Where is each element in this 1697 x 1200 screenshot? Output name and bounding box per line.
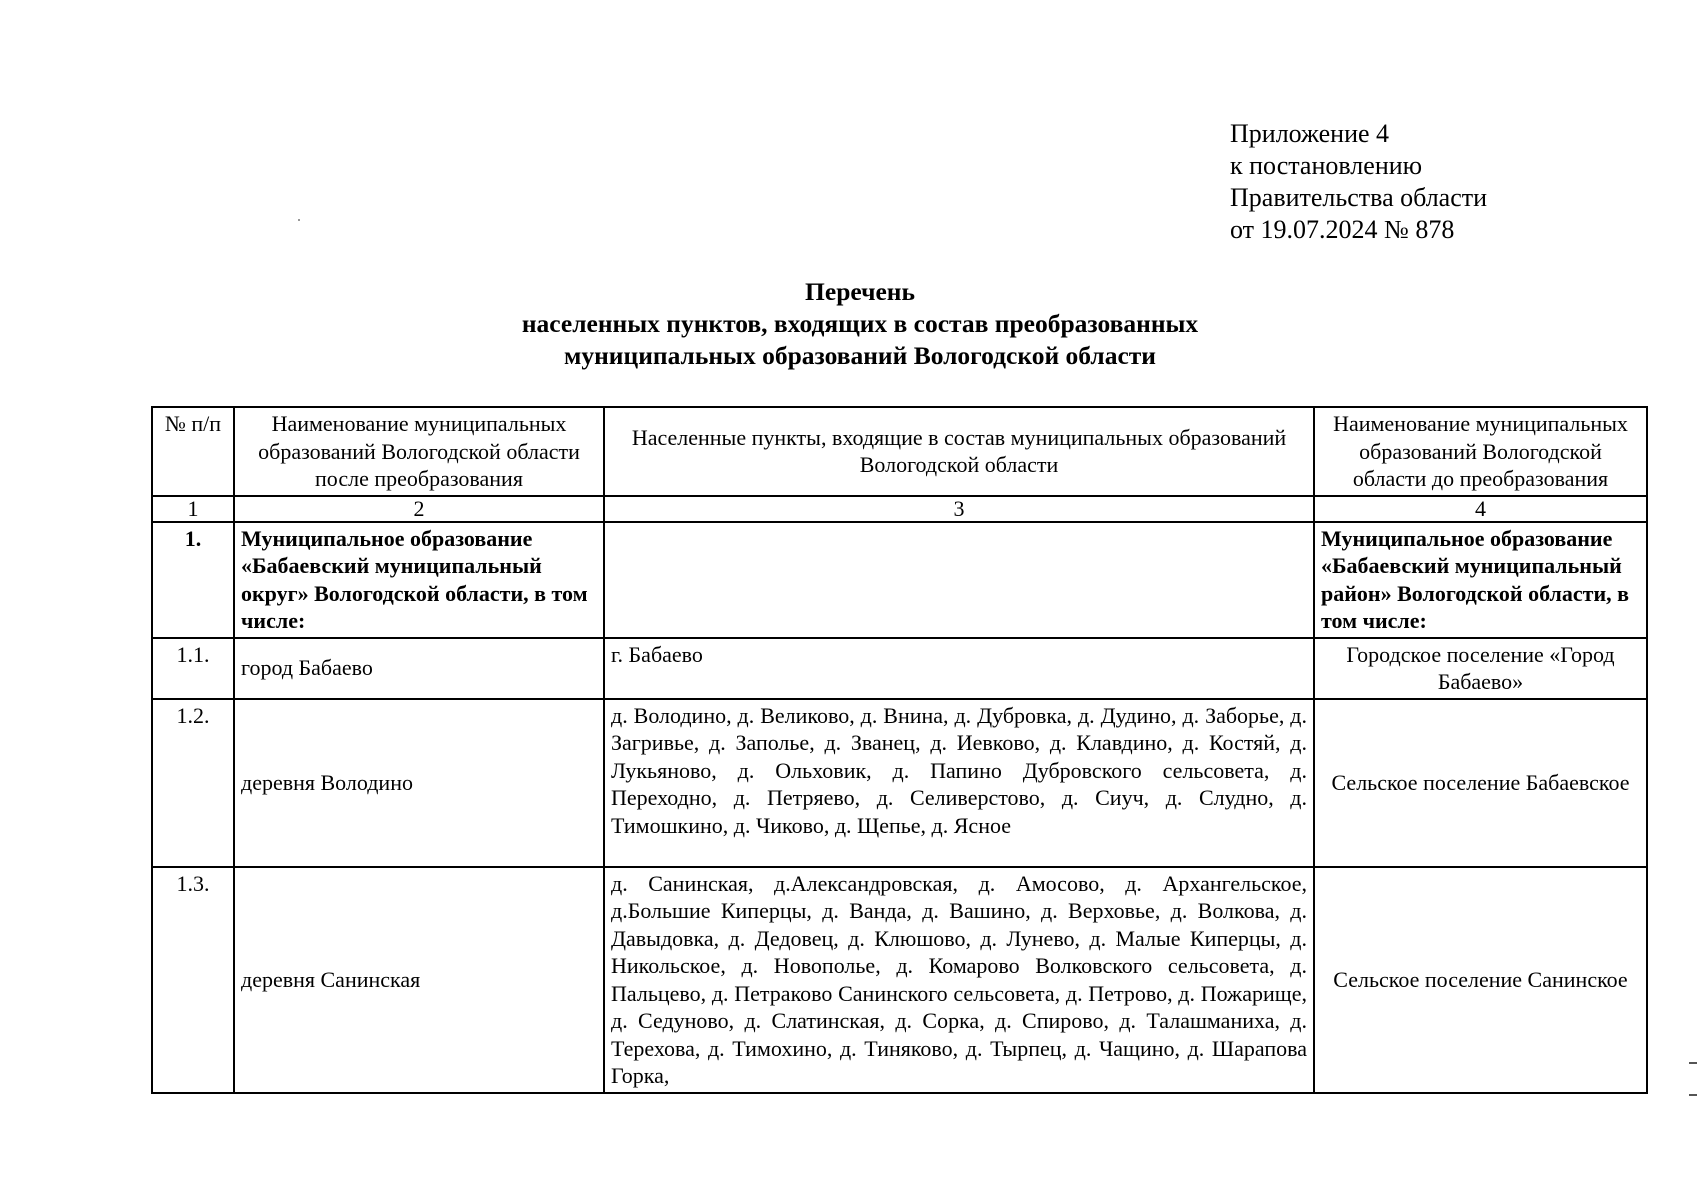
row-number: 1.: [152, 522, 234, 638]
document-title: [360, 276, 1360, 372]
row-after: Муниципальное образование «Бабаевский муниципальный округ» Вологодской области, в том числе:: [234, 522, 604, 638]
header-settlements: Населенные пункты, входящие в состав муниципальных образований Вологодской области: [604, 407, 1314, 496]
table-row: [152, 522, 1647, 638]
row-after: город Бабаево: [234, 638, 604, 699]
row-before: Муниципальное образование «Бабаевский муниципальный район» Вологодской области, в том числе:: [1314, 522, 1647, 638]
appendix-line: от 19.07.2024 № 878: [1230, 215, 1455, 244]
column-number: 3: [604, 496, 1314, 522]
header-after: Наименование муниципальных образований Вологодской области после преобразования: [234, 407, 604, 496]
column-number: 4: [1314, 496, 1647, 522]
header-number: № п/п: [152, 407, 234, 496]
column-number: 1: [152, 496, 234, 522]
row-after: деревня Володино: [234, 699, 604, 867]
appendix-line: к постановлению: [1230, 151, 1423, 180]
title-line: Перечень: [805, 277, 915, 306]
header-before: Наименование муниципальных образований Вологодской области до преобразования: [1314, 407, 1647, 496]
appendix-line: Приложение 4: [1230, 119, 1390, 148]
table-row: [152, 638, 1647, 699]
column-number: 2: [234, 496, 604, 522]
row-settlements: [604, 522, 1314, 638]
title-line: населенных пунктов, входящих в состав преобразованных: [521, 309, 1199, 338]
settlements-table: [151, 406, 1648, 1094]
row-number: 1.1.: [152, 638, 234, 699]
title-line: муниципальных образований Вологодской области: [564, 341, 1156, 370]
row-after: деревня Санинская: [234, 867, 604, 1093]
table-column-numbers-row: [152, 496, 1647, 522]
scan-speck: [298, 219, 300, 221]
row-before: Городское поселение «Город Бабаево»: [1314, 638, 1647, 699]
table-row: [152, 867, 1647, 1093]
row-before: Сельское поселение Бабаевское: [1314, 699, 1647, 867]
scan-edge-marks: [1689, 1062, 1697, 1096]
table-row: [152, 699, 1647, 867]
row-number: 1.3.: [152, 867, 234, 1093]
row-settlements: д. Володино, д. Великово, д. Внина, д. Дубровка, д. Дудино, д. Заборье, д. Загривье, д. Заполье, д. Званец, д. Иевково, д. Клавдино, д. Костяй, д. Лукьяново, д. Ольховик, д. Папино Дубровского сельсовета, д. Переходно, д. Петряево, д. Селиверстово, д. Сиуч, д. Слудно, д. Тимошкино, д. Чиково, д. Щепье, д. Ясное: [604, 699, 1314, 867]
row-settlements: д. Санинская, д.Александровская, д. Амосово, д. Архангельское, д.Большие Киперцы, д. Ванда, д. Вашино, д. Верховье, д. Волкова, д. Давыдовка, д. Дедовец, д. Клюшово, д. Лунево, д. Малые Киперцы, д. Никольское, д. Новополье, д. Комарово Волковского сельсовета, д. Пальцево, д. Петраково Санинского сельсовета, д. Петрово, д. Пожарище, д. Седуново, д. Слатинская, д. Сорка, д. Спирово, д. Талашманиха, д. Терехова, д. Тимохино, д. Тиняково, д. Тырпец, д. Чащино, д. Шарапова Горка,: [604, 867, 1314, 1093]
row-before: Сельское поселение Санинское: [1314, 867, 1647, 1093]
appendix-block: [1230, 118, 1487, 246]
row-settlements: г. Бабаево: [604, 638, 1314, 699]
row-number: 1.2.: [152, 699, 234, 867]
table-header-row: [152, 407, 1647, 496]
appendix-line: Правительства области: [1230, 183, 1488, 212]
